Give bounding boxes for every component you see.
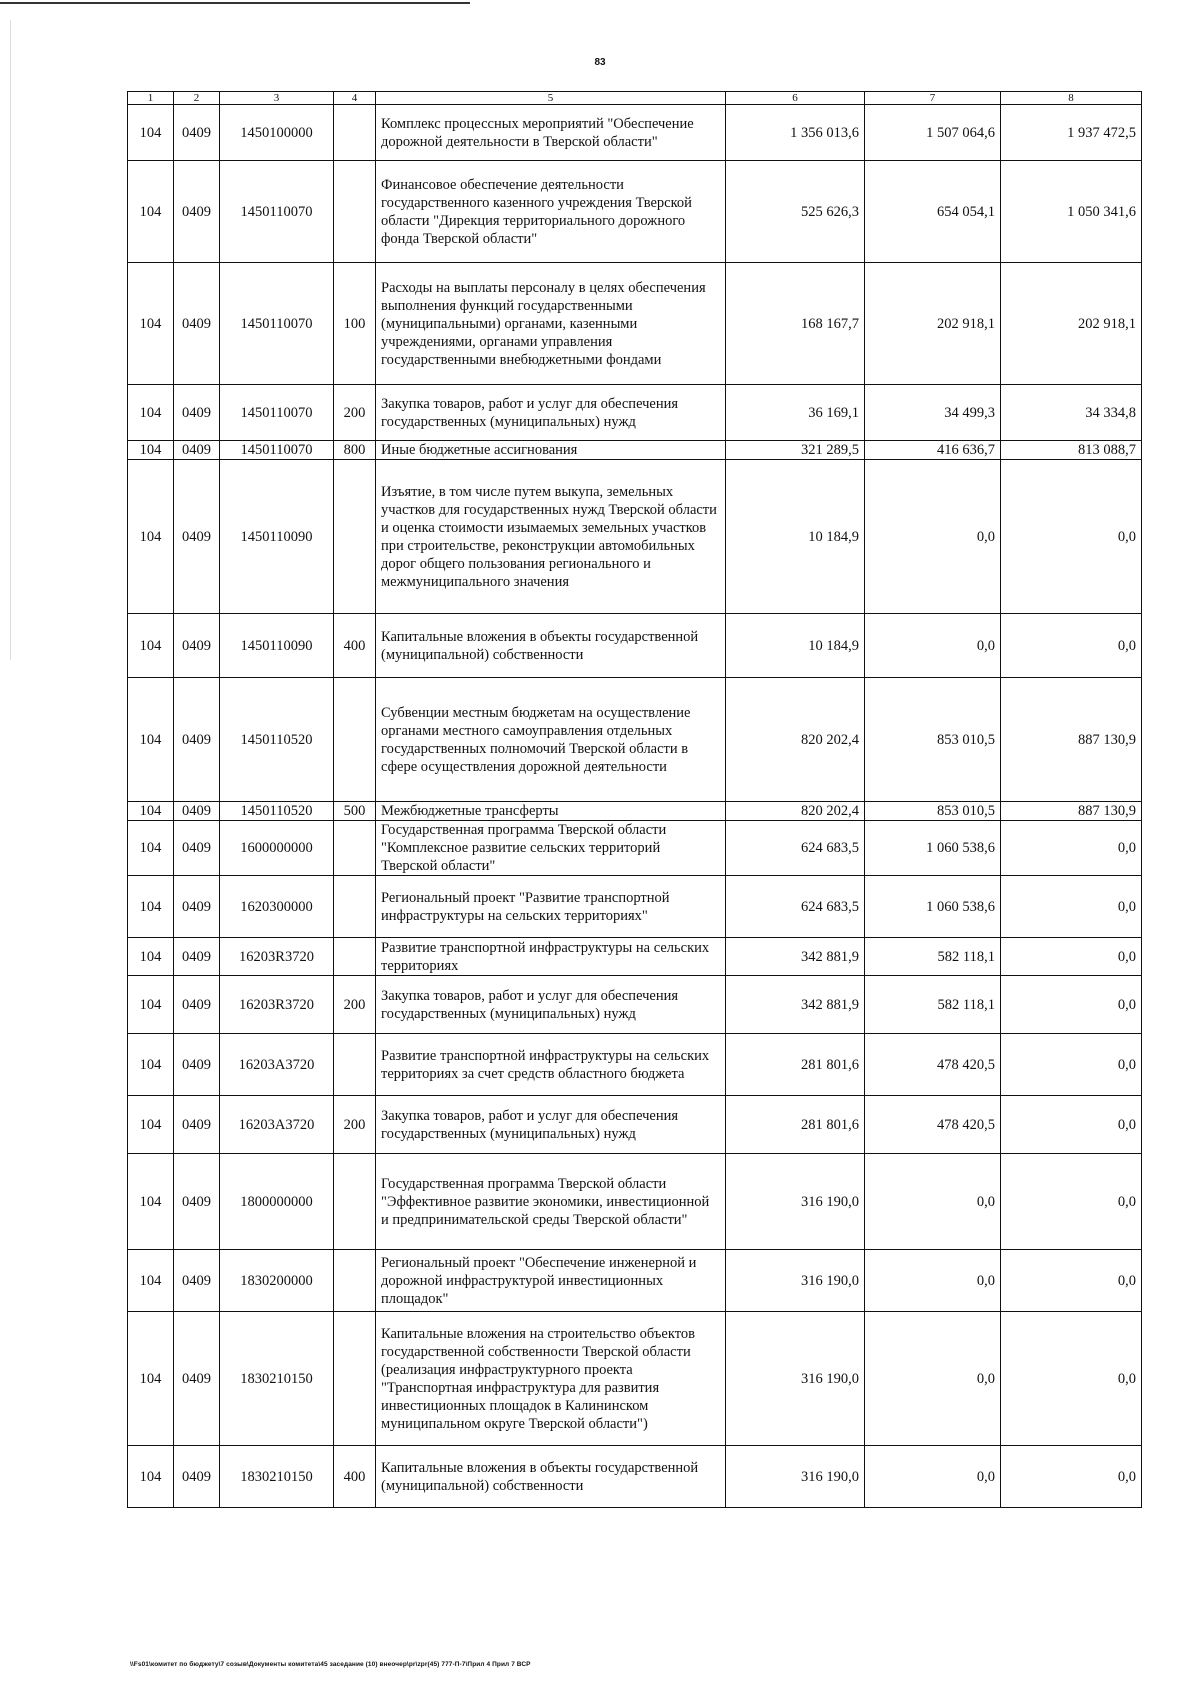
- cell-section: 104: [128, 1446, 174, 1508]
- cell-amount-2026: 0,0: [1001, 938, 1142, 976]
- cell-amount-2025: 853 010,5: [865, 678, 1001, 802]
- cell-amount-2024: 321 289,5: [726, 441, 865, 460]
- column-header: 8: [1001, 92, 1142, 105]
- column-header: 6: [726, 92, 865, 105]
- table-row: [128, 441, 1142, 460]
- cell-amount-2025: 582 118,1: [865, 976, 1001, 1034]
- cell-target-article: 1450110070: [220, 385, 334, 441]
- cell-section: 104: [128, 1312, 174, 1446]
- cell-subsection: 0409: [174, 1154, 220, 1250]
- cell-subsection: 0409: [174, 161, 220, 263]
- cell-section: 104: [128, 678, 174, 802]
- cell-section: 104: [128, 938, 174, 976]
- column-header: 1: [128, 92, 174, 105]
- cell-amount-2025: 416 636,7: [865, 441, 1001, 460]
- cell-amount-2025: 0,0: [865, 460, 1001, 614]
- table-body: [128, 105, 1142, 1508]
- cell-expense-type: [334, 1250, 376, 1312]
- cell-description: Закупка товаров, работ и услуг для обеспечения государственных (муниципальных) нужд: [376, 1096, 726, 1154]
- cell-expense-type: [334, 1154, 376, 1250]
- cell-target-article: 1450100000: [220, 105, 334, 161]
- cell-amount-2025: 1 507 064,6: [865, 105, 1001, 161]
- cell-amount-2025: 0,0: [865, 614, 1001, 678]
- cell-section: 104: [128, 460, 174, 614]
- cell-expense-type: [334, 678, 376, 802]
- cell-amount-2024: 316 190,0: [726, 1312, 865, 1446]
- cell-amount-2025: 34 499,3: [865, 385, 1001, 441]
- cell-expense-type: 400: [334, 1446, 376, 1508]
- table-row: [128, 1250, 1142, 1312]
- cell-amount-2024: 36 169,1: [726, 385, 865, 441]
- cell-expense-type: 200: [334, 1096, 376, 1154]
- cell-target-article: 16203R3720: [220, 938, 334, 976]
- cell-expense-type: 200: [334, 385, 376, 441]
- cell-subsection: 0409: [174, 678, 220, 802]
- cell-amount-2026: 1 050 341,6: [1001, 161, 1142, 263]
- cell-expense-type: [334, 1312, 376, 1446]
- cell-amount-2024: 316 190,0: [726, 1446, 865, 1508]
- cell-amount-2025: 582 118,1: [865, 938, 1001, 976]
- cell-expense-type: [334, 161, 376, 263]
- cell-description: Комплекс процессных мероприятий "Обеспечение дорожной деятельности в Тверской области": [376, 105, 726, 161]
- cell-subsection: 0409: [174, 385, 220, 441]
- cell-section: 104: [128, 802, 174, 821]
- cell-amount-2026: 0,0: [1001, 1250, 1142, 1312]
- table-row: [128, 1154, 1142, 1250]
- table-row: [128, 614, 1142, 678]
- cell-description: Капитальные вложения в объекты государственной (муниципальной) собственности: [376, 1446, 726, 1508]
- cell-description: Закупка товаров, работ и услуг для обеспечения государственных (муниципальных) нужд: [376, 385, 726, 441]
- cell-expense-type: [334, 938, 376, 976]
- cell-expense-type: [334, 1034, 376, 1096]
- cell-amount-2026: 813 088,7: [1001, 441, 1142, 460]
- cell-section: 104: [128, 385, 174, 441]
- cell-amount-2026: 34 334,8: [1001, 385, 1142, 441]
- cell-target-article: 1450110520: [220, 802, 334, 821]
- cell-amount-2024: 10 184,9: [726, 460, 865, 614]
- cell-target-article: 1600000000: [220, 821, 334, 876]
- cell-subsection: 0409: [174, 263, 220, 385]
- cell-amount-2026: 0,0: [1001, 821, 1142, 876]
- cell-subsection: 0409: [174, 1446, 220, 1508]
- cell-description: Капитальные вложения на строительство объектов государственной собственности Тверской области (реализация инфраструктурного проекта "Транспортная инфраструктура для развития инвестиционных площадок в Калининском муниципальном округе Тверской области"): [376, 1312, 726, 1446]
- table-row: [128, 976, 1142, 1034]
- table-row: [128, 1312, 1142, 1446]
- cell-description: Развитие транспортной инфраструктуры на сельских территориях за счет средств областного бюджета: [376, 1034, 726, 1096]
- cell-target-article: 1450110070: [220, 161, 334, 263]
- column-header: 3: [220, 92, 334, 105]
- column-number-row: [128, 92, 1142, 105]
- table-row: [128, 876, 1142, 938]
- table-row: [128, 161, 1142, 263]
- cell-amount-2025: 0,0: [865, 1154, 1001, 1250]
- cell-subsection: 0409: [174, 441, 220, 460]
- cell-section: 104: [128, 161, 174, 263]
- cell-amount-2025: 654 054,1: [865, 161, 1001, 263]
- cell-amount-2024: 624 683,5: [726, 821, 865, 876]
- cell-target-article: 1450110090: [220, 460, 334, 614]
- cell-amount-2026: 0,0: [1001, 1154, 1142, 1250]
- scan-edge-line: [0, 2, 470, 4]
- cell-target-article: 1450110070: [220, 263, 334, 385]
- cell-amount-2026: 0,0: [1001, 1446, 1142, 1508]
- cell-amount-2024: 168 167,7: [726, 263, 865, 385]
- cell-amount-2026: 0,0: [1001, 1312, 1142, 1446]
- cell-target-article: 16203A3720: [220, 1096, 334, 1154]
- cell-subsection: 0409: [174, 876, 220, 938]
- cell-amount-2024: 624 683,5: [726, 876, 865, 938]
- cell-subsection: 0409: [174, 976, 220, 1034]
- table-row: [128, 678, 1142, 802]
- cell-section: 104: [128, 614, 174, 678]
- cell-target-article: 16203R3720: [220, 976, 334, 1034]
- table-row: [128, 460, 1142, 614]
- cell-amount-2026: 887 130,9: [1001, 678, 1142, 802]
- cell-amount-2026: 0,0: [1001, 460, 1142, 614]
- cell-subsection: 0409: [174, 1312, 220, 1446]
- cell-subsection: 0409: [174, 1096, 220, 1154]
- cell-amount-2025: 0,0: [865, 1312, 1001, 1446]
- cell-expense-type: 500: [334, 802, 376, 821]
- cell-amount-2024: 525 626,3: [726, 161, 865, 263]
- cell-amount-2026: 0,0: [1001, 1096, 1142, 1154]
- cell-target-article: 1830210150: [220, 1446, 334, 1508]
- cell-section: 104: [128, 263, 174, 385]
- cell-section: 104: [128, 976, 174, 1034]
- cell-description: Закупка товаров, работ и услуг для обеспечения государственных (муниципальных) нужд: [376, 976, 726, 1034]
- table-row: [128, 1096, 1142, 1154]
- cell-amount-2026: 0,0: [1001, 1034, 1142, 1096]
- cell-amount-2025: 202 918,1: [865, 263, 1001, 385]
- table-row: [128, 1446, 1142, 1508]
- cell-description: Развитие транспортной инфраструктуры на сельских территориях: [376, 938, 726, 976]
- cell-amount-2025: 1 060 538,6: [865, 821, 1001, 876]
- cell-target-article: 1620300000: [220, 876, 334, 938]
- cell-target-article: 16203A3720: [220, 1034, 334, 1096]
- column-header: 4: [334, 92, 376, 105]
- cell-amount-2024: 342 881,9: [726, 976, 865, 1034]
- cell-target-article: 1450110520: [220, 678, 334, 802]
- cell-amount-2026: 887 130,9: [1001, 802, 1142, 821]
- cell-amount-2024: 820 202,4: [726, 678, 865, 802]
- cell-description: Региональный проект "Обеспечение инженерной и дорожной инфраструктурой инвестиционных площадок": [376, 1250, 726, 1312]
- cell-amount-2024: 281 801,6: [726, 1096, 865, 1154]
- table-row: [128, 938, 1142, 976]
- cell-subsection: 0409: [174, 105, 220, 161]
- cell-subsection: 0409: [174, 1250, 220, 1312]
- cell-description: Государственная программа Тверской области "Эффективное развитие экономики, инвестиционной и предпринимательской среды Тверской области": [376, 1154, 726, 1250]
- table-row: [128, 263, 1142, 385]
- cell-expense-type: 100: [334, 263, 376, 385]
- cell-expense-type: [334, 821, 376, 876]
- table-row: [128, 385, 1142, 441]
- table-row: [128, 802, 1142, 821]
- cell-description: Региональный проект "Развитие транспортной инфраструктуры на сельских территориях": [376, 876, 726, 938]
- file-path-footer: \\Fs01\комитет по бюджету\7 созыв\Документы комитета\45 заседание (10) внеочер\pr\zpr(45) 777-П-7\Прил 4 Прил 7 ВСР: [130, 1661, 531, 1668]
- table-row: [128, 821, 1142, 876]
- cell-subsection: 0409: [174, 614, 220, 678]
- cell-description: Межбюджетные трансферты: [376, 802, 726, 821]
- cell-expense-type: 200: [334, 976, 376, 1034]
- cell-amount-2024: 316 190,0: [726, 1250, 865, 1312]
- cell-expense-type: [334, 460, 376, 614]
- cell-amount-2024: 10 184,9: [726, 614, 865, 678]
- cell-section: 104: [128, 441, 174, 460]
- cell-amount-2025: 478 420,5: [865, 1034, 1001, 1096]
- cell-amount-2024: 1 356 013,6: [726, 105, 865, 161]
- cell-subsection: 0409: [174, 1034, 220, 1096]
- cell-subsection: 0409: [174, 938, 220, 976]
- cell-description: Государственная программа Тверской области "Комплексное развитие сельских территорий Тверской области": [376, 821, 726, 876]
- cell-description: Иные бюджетные ассигнования: [376, 441, 726, 460]
- scan-margin-line: [10, 20, 11, 660]
- cell-amount-2024: 316 190,0: [726, 1154, 865, 1250]
- cell-target-article: 1450110070: [220, 441, 334, 460]
- cell-section: 104: [128, 1096, 174, 1154]
- column-header: 2: [174, 92, 220, 105]
- cell-description: Изъятие, в том числе путем выкупа, земельных участков для государственных нужд Тверской области и оценка стоимости изымаемых земельных участков при строительстве, реконструкции автомобильных дорог общего пользования регионального и межмуниципального значения: [376, 460, 726, 614]
- cell-amount-2025: 853 010,5: [865, 802, 1001, 821]
- cell-expense-type: 800: [334, 441, 376, 460]
- cell-amount-2025: 0,0: [865, 1446, 1001, 1508]
- cell-expense-type: [334, 876, 376, 938]
- cell-amount-2025: 0,0: [865, 1250, 1001, 1312]
- table-row: [128, 1034, 1142, 1096]
- cell-amount-2024: 342 881,9: [726, 938, 865, 976]
- cell-description: Финансовое обеспечение деятельности государственного казенного учреждения Тверской области "Дирекция территориального дорожного фонда Тверской области": [376, 161, 726, 263]
- cell-target-article: 1800000000: [220, 1154, 334, 1250]
- cell-description: Субвенции местным бюджетам на осуществление органами местного самоуправления отдельных государственных полномочий Тверской области в сфере осуществления дорожной деятельности: [376, 678, 726, 802]
- cell-section: 104: [128, 876, 174, 938]
- cell-subsection: 0409: [174, 821, 220, 876]
- cell-description: Расходы на выплаты персоналу в целях обеспечения выполнения функций государственными (муниципальными) органами, казенными учреждениями, органами управления государственными внебюджетными фондами: [376, 263, 726, 385]
- cell-expense-type: 400: [334, 614, 376, 678]
- cell-amount-2024: 281 801,6: [726, 1034, 865, 1096]
- column-header: 5: [376, 92, 726, 105]
- column-header: 7: [865, 92, 1001, 105]
- cell-target-article: 1830200000: [220, 1250, 334, 1312]
- cell-amount-2024: 820 202,4: [726, 802, 865, 821]
- cell-subsection: 0409: [174, 802, 220, 821]
- cell-section: 104: [128, 105, 174, 161]
- budget-table: [127, 91, 1142, 1508]
- cell-subsection: 0409: [174, 460, 220, 614]
- cell-amount-2026: 0,0: [1001, 614, 1142, 678]
- page-number: 83: [594, 57, 606, 68]
- cell-expense-type: [334, 105, 376, 161]
- cell-section: 104: [128, 1034, 174, 1096]
- cell-section: 104: [128, 1154, 174, 1250]
- cell-description: Капитальные вложения в объекты государственной (муниципальной) собственности: [376, 614, 726, 678]
- cell-section: 104: [128, 1250, 174, 1312]
- cell-target-article: 1450110090: [220, 614, 334, 678]
- cell-section: 104: [128, 821, 174, 876]
- cell-amount-2026: 202 918,1: [1001, 263, 1142, 385]
- cell-amount-2026: 0,0: [1001, 976, 1142, 1034]
- table-row: [128, 105, 1142, 161]
- cell-amount-2026: 0,0: [1001, 876, 1142, 938]
- cell-amount-2025: 1 060 538,6: [865, 876, 1001, 938]
- cell-amount-2025: 478 420,5: [865, 1096, 1001, 1154]
- cell-target-article: 1830210150: [220, 1312, 334, 1446]
- cell-amount-2026: 1 937 472,5: [1001, 105, 1142, 161]
